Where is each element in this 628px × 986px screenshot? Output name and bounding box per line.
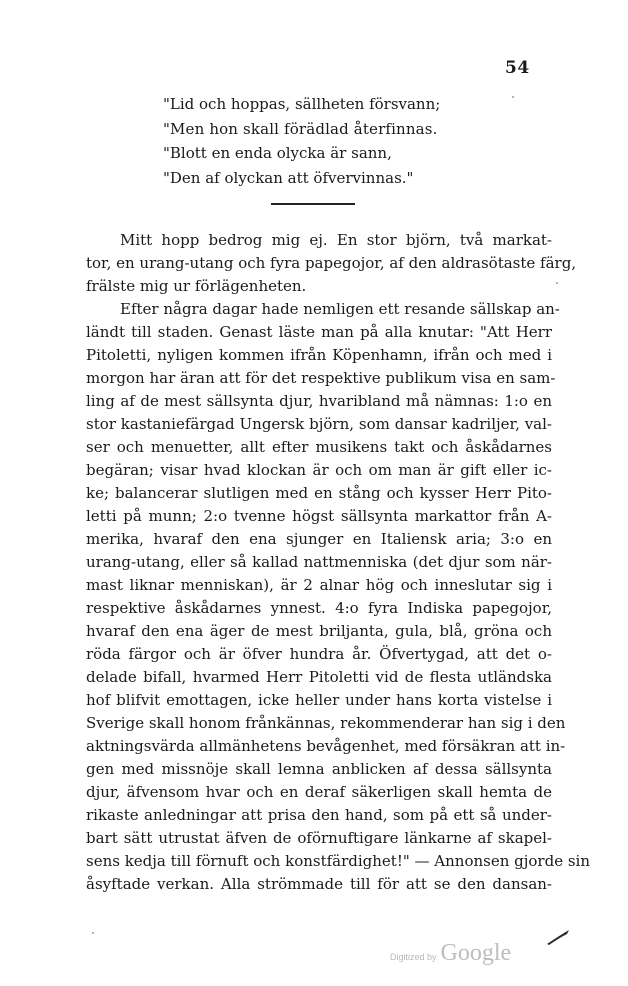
text-line: frälste mig ur förlägenheten. bbox=[86, 277, 307, 295]
paragraph-1 bbox=[86, 229, 577, 298]
text-line: hvaraf den ena äger de mest briljanta, gula, blå, gröna och bbox=[86, 622, 552, 640]
text-line: hof blifvit emottagen, icke heller under hans korta vistelse i bbox=[86, 691, 552, 709]
digitized-label: Digitized by bbox=[390, 952, 437, 962]
text-line: Mitt hopp bedrog mig ej. En stor björn, två markat- bbox=[120, 231, 552, 249]
text-line: Efter några dagar hade nemligen ett resande sällskap an- bbox=[120, 300, 560, 318]
text-line: röda färgor och är öfver hundra år. Öfvertygad, att det o- bbox=[86, 645, 552, 663]
text-line: tor, en urang-utang och fyra papegojor, af den aldrasötaste färg, bbox=[86, 254, 577, 272]
text-line: ke; balancerar slutligen med en stång och kysser Herr Pito- bbox=[86, 484, 552, 502]
poem-line: "Lid och hoppas, sällheten försvann; bbox=[163, 95, 441, 113]
text-line: letti på munn; 2:o tvenne högst sällsynta markattor från A- bbox=[86, 507, 552, 525]
poem-line: "Den af olyckan att öfvervinnas." bbox=[163, 168, 414, 187]
text-line: respektive åskådarnes ynnest. 4:o fyra Indiska papegojor, bbox=[86, 599, 552, 617]
text-line: ser och menuetter, allt efter musikens takt och åskådarnes bbox=[86, 438, 552, 456]
digitized-watermark bbox=[390, 940, 511, 967]
poem-block bbox=[163, 92, 493, 190]
text-line: stor kastaniefärgad Ungersk björn, som dansar kadriljer, val- bbox=[86, 415, 552, 433]
text-line: sens kedja till förnuft och konstfärdighet!" — Annonsen gjorde sin bbox=[86, 852, 591, 870]
text-line: mast liknar menniskan), är 2 alnar hög och inneslutar sig i bbox=[86, 576, 552, 594]
text-line: begäran; visar hvad klockan är och om man är gift eller ic- bbox=[86, 461, 552, 479]
paper-speck bbox=[556, 282, 558, 284]
text-line: djur, äfvensom hvar och en deraf säkerligen skall hemta de bbox=[86, 783, 552, 801]
text-line: merika, hvaraf den ena sjunger en Italiensk aria; 3:o en bbox=[86, 530, 552, 548]
text-line: bart sätt utrustat äfven de oförnuftigare länkarne af skapel- bbox=[86, 829, 552, 847]
poem-line: "Blott en enda olycka är sann, bbox=[163, 144, 392, 162]
text-line: morgon har äran att för det respektive publikum visa en sam- bbox=[86, 369, 556, 387]
text-line: gen med missnöje skall lemna anblicken af dessa sällsynta bbox=[86, 760, 552, 778]
text-line: Pitoletti, nyligen kommen ifrån Köpenhamn, ifrån och med i bbox=[86, 346, 552, 364]
paper-speck bbox=[92, 932, 94, 934]
text-line: ling af de mest sällsynta djur, hvaribland må nämnas: 1:o en bbox=[86, 392, 552, 410]
text-line: åsyftade verkan. Alla strömmade till för att se den dansan- bbox=[86, 875, 552, 893]
text-line: rikaste anledningar att prisa den hand, som på ett så under- bbox=[86, 806, 552, 824]
section-divider bbox=[271, 203, 355, 205]
text-line: Sverige skall honom frånkännas, rekommenderar han sig i den bbox=[86, 714, 566, 732]
paragraph-2 bbox=[86, 298, 591, 896]
page-number: 54 bbox=[505, 58, 530, 78]
google-logo: Google bbox=[440, 940, 512, 966]
pen-mark-icon bbox=[545, 928, 571, 946]
text-line: urang-utang, eller så kallad nattmenniska (det djur som när- bbox=[86, 553, 552, 571]
text-line: aktningsvärda allmänhetens bevågenhet, med försäkran att in- bbox=[86, 737, 566, 755]
text-line: ländt till staden. Genast läste man på alla knutar: "Att Herr bbox=[86, 323, 552, 341]
paper-speck bbox=[512, 96, 514, 98]
body-text bbox=[86, 229, 591, 896]
text-line: delade bifall, hvarmed Herr Pitoletti vid de flesta utländska bbox=[86, 668, 552, 686]
poem-line: "Men hon skall förädlad återfinnas. bbox=[163, 119, 438, 138]
